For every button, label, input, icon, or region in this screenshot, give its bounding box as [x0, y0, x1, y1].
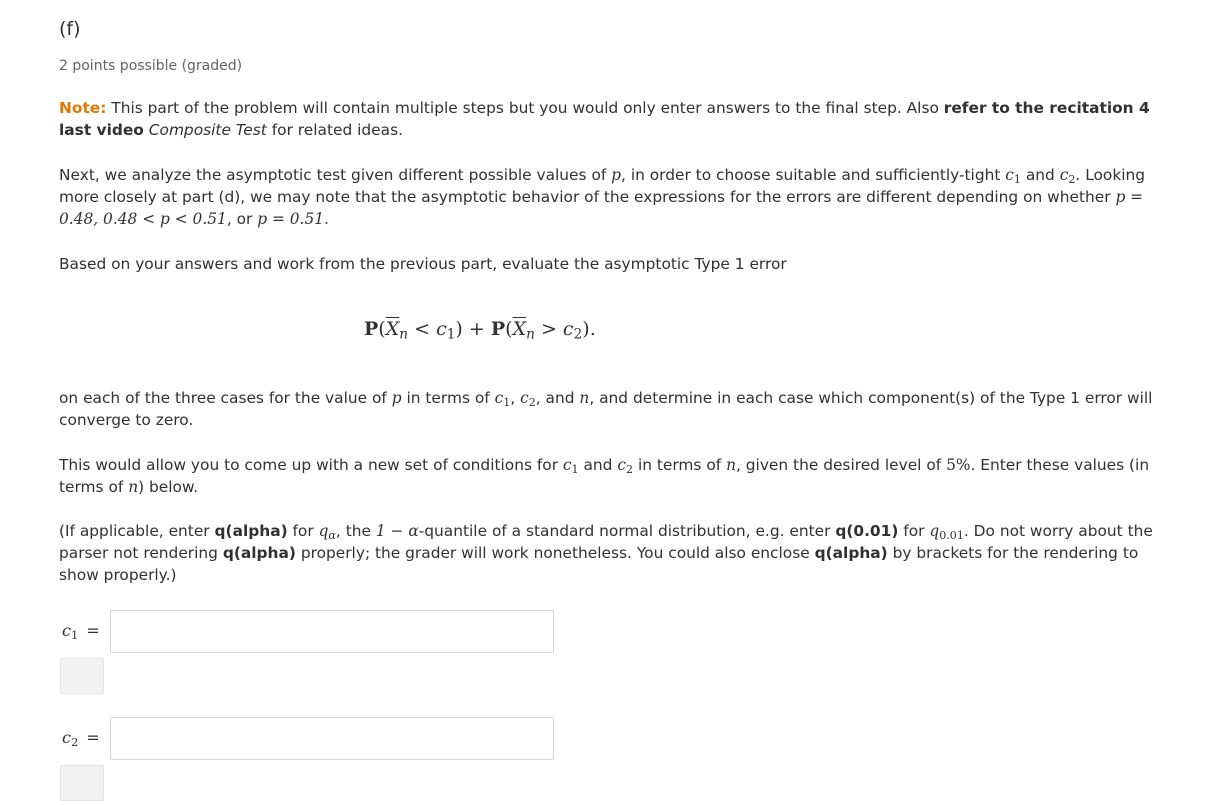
text: on each of the three cases for the value of [59, 389, 392, 407]
math-c2: c [562, 318, 574, 340]
text: , the [335, 522, 376, 540]
c2-label [62, 728, 100, 747]
less-than: < [408, 318, 437, 340]
c2-preview [60, 765, 104, 801]
subscript: 1 [70, 627, 79, 642]
evaluate-paragraph: Based on your answers and work from the previous part, evaluate the asymptotic Type 1 error [59, 255, 787, 273]
text: Next, we analyze the asymptotic test given different possible values of [59, 166, 612, 184]
text: (If applicable, enter [59, 522, 215, 540]
subscript: 1 [446, 326, 456, 343]
note-label: Note: [59, 99, 107, 117]
math-q: q [929, 522, 940, 540]
subscript: α [328, 528, 336, 542]
points-possible: 2 points possible (graded) [59, 58, 243, 74]
subscript: 1 [1013, 172, 1021, 186]
math-q: q [318, 522, 329, 540]
subscript: 2 [70, 734, 79, 749]
text: . Do not worry about the parser not rendering [59, 522, 1153, 562]
math-c2: c [1059, 166, 1069, 184]
math-case-3: p = 0.51 [257, 210, 325, 228]
text: . [324, 210, 329, 228]
subscript: 1 [503, 395, 511, 409]
subscript: 2 [573, 326, 583, 343]
math-c1: c [494, 389, 504, 407]
sample-mean: $\overline{X}$ [385, 318, 400, 340]
math-p: p [391, 389, 402, 407]
composite-test-reference: Composite Test [148, 121, 267, 139]
math-c2: c [520, 389, 529, 407]
c2-input[interactable] [110, 717, 554, 760]
math-c1: c [562, 456, 572, 474]
q-alpha-syntax: q(alpha) [214, 522, 288, 540]
text: in terms of [633, 456, 727, 474]
cases-paragraph [59, 387, 1154, 431]
text: , and determine in each case which component(s) of the Type 1 error will converge to zero. [59, 389, 1153, 429]
subscript: 2 [1068, 172, 1076, 186]
math-c: c [62, 728, 71, 747]
prob-symbol: P [364, 318, 379, 340]
text: , or [226, 210, 258, 228]
period: . [589, 318, 596, 340]
text: , given the desired level of [735, 456, 947, 474]
greater-than: > [534, 318, 563, 340]
equals: = [86, 621, 100, 640]
c1-input[interactable] [110, 610, 554, 653]
text: properly; the grader will work nonetheless. You could also enclose [295, 544, 815, 562]
text: by brackets for the rendering to show properly.) [59, 544, 1139, 584]
c1-label [62, 621, 100, 640]
recitation-reference: refer to the recitation 4 last video [59, 99, 1150, 139]
math-n: n [579, 389, 590, 407]
subscript: n [399, 326, 409, 343]
note-text-end: for related ideas. [266, 121, 403, 139]
math-n: n [128, 478, 139, 496]
math-cases: p = 0.48, 0.48 < p < 0.51 [59, 188, 1144, 228]
problem-title: (f) [59, 18, 81, 40]
text: , and [535, 389, 580, 407]
type1-error-formula [364, 318, 596, 343]
sample-mean: $\overline{X}$ [512, 318, 527, 340]
math-c1: c [1005, 166, 1014, 184]
plus: + [462, 318, 491, 340]
prob-symbol: P [490, 318, 506, 340]
note-text: This part of the problem will contain multiple steps but you would only enter answers to the final step. Also [106, 99, 944, 117]
q-example-syntax: q(0.01) [835, 522, 899, 540]
paren: ) [582, 318, 590, 340]
text: for [287, 522, 319, 540]
math-quantile: 1 − α [375, 522, 419, 540]
note-paragraph [59, 97, 1154, 141]
text: . Enter these values (in terms of [59, 456, 1150, 496]
instructions-paragraph [59, 520, 1154, 586]
text: ) below. [138, 478, 199, 496]
c1-preview [60, 658, 104, 694]
paren: ) [455, 318, 463, 340]
text: . Looking more closely at part (d), we may note that the asymptotic behavior of the expressions for the errors are different depending on whether [59, 166, 1146, 206]
math-p: p [611, 166, 622, 184]
paren: ( [505, 318, 513, 340]
text: and [578, 456, 618, 474]
math-c1: c [436, 318, 447, 340]
math-c2: c [617, 456, 626, 474]
subscript: 1 [571, 462, 579, 476]
text: in terms of [401, 389, 495, 407]
text: for [898, 522, 930, 540]
conditions-paragraph [59, 454, 1154, 498]
equals: = [86, 728, 100, 747]
math-level: 5% [946, 456, 971, 474]
math-n: n [726, 456, 736, 474]
analysis-paragraph [59, 164, 1154, 230]
paren: ( [378, 318, 386, 340]
subscript: 0.01 [939, 528, 964, 542]
subscript: n [526, 326, 535, 343]
text: and [1020, 166, 1060, 184]
q-alpha-syntax: q(alpha) [222, 544, 296, 562]
text: -quantile of a standard normal distribution, e.g. enter [418, 522, 836, 540]
subscript: 2 [528, 395, 536, 409]
text: This would allow you to come up with a new set of conditions for [59, 456, 563, 474]
text: , [510, 389, 521, 407]
q-alpha-syntax: q(alpha) [814, 544, 888, 562]
math-c: c [62, 621, 71, 640]
subscript: 2 [625, 462, 634, 476]
text: , in order to choose suitable and sufficiently-tight [621, 166, 1006, 184]
